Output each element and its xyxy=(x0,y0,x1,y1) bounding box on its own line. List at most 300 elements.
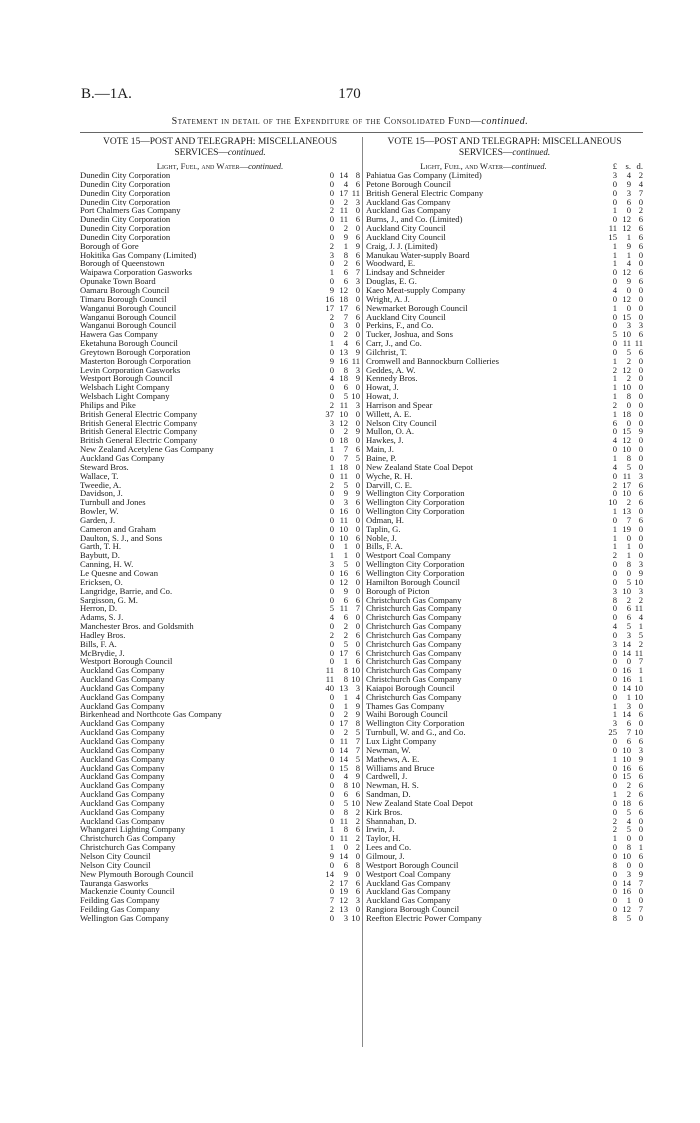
amount-pence: 6 xyxy=(638,277,643,286)
amount-pounds: 11 xyxy=(325,675,334,684)
payee-name: British General Electric Company xyxy=(80,427,198,437)
amount xyxy=(601,887,643,896)
amount-shillings: 17 xyxy=(339,719,348,729)
amount-pence: 10 xyxy=(351,798,360,808)
amount xyxy=(601,321,643,330)
amount xyxy=(318,330,360,339)
payee-name: Christchurch Gas Company xyxy=(80,843,176,852)
amount xyxy=(601,578,643,587)
ledger-row xyxy=(366,454,643,463)
ledger-row xyxy=(366,578,643,587)
amount-shillings: 8 xyxy=(343,807,348,817)
amount xyxy=(318,861,360,870)
payee-name: Auckland Gas Company xyxy=(80,454,165,463)
ledger-row xyxy=(366,817,643,826)
amount-shillings: 2 xyxy=(343,630,348,640)
payee-name: Reefton Electric Power Company xyxy=(366,913,482,923)
amount-pence: 0 xyxy=(355,905,360,914)
ledger-row xyxy=(366,569,643,578)
payee-name: Hawera Gas Company xyxy=(80,330,158,340)
amount-pounds: 2 xyxy=(612,365,617,375)
ledger-row xyxy=(80,366,360,375)
ledger-row xyxy=(80,436,360,445)
ledger-row xyxy=(366,861,643,870)
ledger-row xyxy=(366,719,643,728)
ledger-row xyxy=(80,825,360,834)
amount xyxy=(318,436,360,445)
ledger-row xyxy=(80,817,360,826)
unit-pence: d. xyxy=(636,161,643,171)
payee-name: Wanganui Borough Council xyxy=(80,321,177,331)
amount-pounds: 2 xyxy=(329,241,334,251)
amount-pence: 0 xyxy=(638,250,643,260)
ledger-row xyxy=(80,790,360,799)
amount-pence: 0 xyxy=(638,887,643,897)
amount-shillings: 11 xyxy=(339,604,348,614)
amount-pence: 9 xyxy=(638,427,643,437)
amount xyxy=(318,852,360,861)
amount-shillings: 18 xyxy=(622,409,631,419)
payee-name: Auckland Gas Company xyxy=(80,692,165,702)
payee-name: Auckland Gas Company xyxy=(80,701,165,711)
amount-pounds: 11 xyxy=(325,666,334,676)
amount-pounds: 4 xyxy=(612,436,617,446)
amount xyxy=(318,366,360,375)
amount-pence: 0 xyxy=(638,312,643,322)
amount-pounds: 0 xyxy=(612,692,617,702)
payee-name: Odman, H. xyxy=(366,515,404,525)
amount-shillings: 1 xyxy=(626,551,631,561)
amount-pence: 0 xyxy=(638,834,643,844)
amount-pence: 6 xyxy=(638,480,643,490)
amount-pence: 11 xyxy=(634,339,643,348)
payee-name: Oamaru Borough Council xyxy=(80,285,170,295)
ledger-row xyxy=(80,569,360,578)
amount-shillings: 17 xyxy=(339,188,348,198)
payee-name: Auckland City Council xyxy=(366,224,446,233)
amount-pounds: 3 xyxy=(612,171,617,180)
amount-shillings: 1 xyxy=(343,692,348,702)
amount-pence: 0 xyxy=(638,392,643,401)
amount-pounds: 0 xyxy=(612,215,617,225)
amount-pounds: 4 xyxy=(329,613,334,623)
amount-pence: 6 xyxy=(355,179,360,189)
amount-shillings: 2 xyxy=(343,330,348,340)
amount xyxy=(601,702,643,711)
amount-pounds: 0 xyxy=(612,294,617,304)
amount-shillings: 11 xyxy=(339,206,348,216)
amount-shillings: 0 xyxy=(626,533,631,543)
amount-pence: 6 xyxy=(638,498,643,508)
amount xyxy=(601,348,643,357)
payee-name: Westport Borough Council xyxy=(80,657,173,667)
amount-shillings: 17 xyxy=(339,878,348,888)
amount-shillings: 10 xyxy=(622,745,631,755)
amount-shillings: 12 xyxy=(622,436,631,446)
ledger-row xyxy=(80,463,360,472)
payee-name: Borough of Picton xyxy=(366,586,430,596)
amount-pounds: 3 xyxy=(612,639,617,649)
payee-name: Dunedin City Corporation xyxy=(80,179,171,189)
amount-pounds: 0 xyxy=(329,471,334,481)
amount xyxy=(318,348,360,357)
top-rule xyxy=(80,132,643,133)
payee-name: Garden, J. xyxy=(80,515,116,525)
amount xyxy=(601,542,643,551)
amount-pence: 0 xyxy=(355,515,360,525)
amount-pence: 6 xyxy=(355,887,360,897)
amount-pence: 6 xyxy=(638,268,643,278)
amount xyxy=(601,304,643,313)
ledger-row xyxy=(80,427,360,436)
unit-pounds: £ xyxy=(612,161,617,171)
amount-pounds: 1 xyxy=(612,701,617,711)
amount xyxy=(318,879,360,888)
ledger-row xyxy=(366,870,643,879)
amount-pence: 6 xyxy=(355,595,360,605)
ledger-row xyxy=(366,286,643,295)
ledger-row xyxy=(80,498,360,507)
amount-pence: 6 xyxy=(355,232,360,242)
amount xyxy=(318,613,360,622)
ledger-row xyxy=(366,259,643,268)
amount xyxy=(318,746,360,755)
payee-name: Auckland Gas Company xyxy=(366,896,451,906)
payee-name: Kaeo Meat-supply Company xyxy=(366,285,466,295)
amount-shillings: 8 xyxy=(343,781,348,791)
amount xyxy=(318,817,360,826)
amount-shillings: 14 xyxy=(339,754,348,764)
amount-pence: 0 xyxy=(638,860,643,870)
amount-pounds: 0 xyxy=(612,745,617,755)
payee-name: Auckland Gas Company xyxy=(80,719,165,729)
ledger-row xyxy=(80,834,360,843)
amount-pence: 0 xyxy=(355,285,360,295)
amount-pence: 0 xyxy=(355,436,360,446)
left-services-heading xyxy=(80,147,360,158)
amount-pence: 10 xyxy=(634,683,643,693)
amount-pounds: 0 xyxy=(612,683,617,693)
amount xyxy=(318,189,360,198)
ledger-row xyxy=(80,702,360,711)
amount-shillings: 11 xyxy=(339,515,348,525)
amount-pence: 2 xyxy=(638,595,643,605)
amount-pounds: 15 xyxy=(608,232,617,242)
amount-pence: 0 xyxy=(355,613,360,623)
ledger-row xyxy=(80,481,360,490)
amount xyxy=(318,587,360,596)
ledger-row xyxy=(366,295,643,304)
payee-name: Howat, J. xyxy=(366,392,399,401)
amount-pounds: 0 xyxy=(329,321,334,331)
ledger-row xyxy=(366,171,643,180)
amount-pence: 2 xyxy=(638,639,643,649)
amount-pounds: 0 xyxy=(329,887,334,897)
amount-pence: 7 xyxy=(638,905,643,914)
amount-pounds: 2 xyxy=(612,480,617,490)
amount-shillings: 13 xyxy=(339,905,348,914)
amount-shillings: 16 xyxy=(339,356,348,366)
amount xyxy=(601,233,643,242)
ledger-row xyxy=(80,206,360,215)
amount-shillings: 12 xyxy=(339,418,348,428)
payee-name: Auckland Gas Company xyxy=(80,754,165,764)
amount-pounds: 7 xyxy=(329,896,334,906)
ledger-row xyxy=(366,268,643,277)
amount-pence: 2 xyxy=(355,843,360,852)
ledger-row xyxy=(366,445,643,454)
amount xyxy=(601,790,643,799)
amount-pence: 0 xyxy=(638,303,643,313)
amount xyxy=(318,702,360,711)
amount-pence: 0 xyxy=(638,259,643,269)
amount-shillings: 14 xyxy=(339,745,348,755)
payee-name: Auckland Gas Company xyxy=(80,807,165,817)
amount-pence: 6 xyxy=(638,772,643,782)
payee-name: Auckland Gas Company xyxy=(366,197,451,207)
amount xyxy=(318,516,360,525)
amount-pence: 6 xyxy=(638,232,643,242)
payee-name: Mathews, A. E. xyxy=(366,754,420,764)
amount-pence: 1 xyxy=(638,675,643,684)
amount xyxy=(318,710,360,719)
amount-shillings: 9 xyxy=(343,586,348,596)
payee-name: Auckland Gas Company xyxy=(80,675,165,684)
amount xyxy=(318,790,360,799)
amount-shillings: 11 xyxy=(622,339,631,348)
payee-name: Mullon, O. A. xyxy=(366,427,414,437)
ledger-row xyxy=(80,772,360,781)
amount xyxy=(318,401,360,410)
ledger-row xyxy=(80,357,360,366)
amount-shillings: 5 xyxy=(626,913,631,923)
amount-pence: 10 xyxy=(351,913,360,923)
payee-name: Adams, S. J. xyxy=(80,613,124,623)
amount-shillings: 5 xyxy=(343,392,348,401)
left-services-continued: continued. xyxy=(227,147,266,157)
amount-pence: 0 xyxy=(638,524,643,534)
amount-pounds: 4 xyxy=(329,374,334,384)
amount-pence: 0 xyxy=(355,586,360,596)
amount xyxy=(601,357,643,366)
amount-pence: 7 xyxy=(355,604,360,614)
amount-pounds: 0 xyxy=(329,259,334,269)
payee-name: Christchurch Gas Company xyxy=(366,630,462,640)
amount-shillings: 14 xyxy=(622,639,631,649)
payee-name: Wyche, R. H. xyxy=(366,471,413,481)
amount-pounds: 0 xyxy=(612,188,617,198)
amount xyxy=(318,357,360,366)
amount-shillings: 2 xyxy=(343,224,348,233)
amount-shillings: 10 xyxy=(622,330,631,340)
payee-name: British General Electric Company xyxy=(80,436,198,446)
amount-pence: 8 xyxy=(355,171,360,180)
payee-name: Bills, F. A. xyxy=(366,542,403,552)
amount-pence: 6 xyxy=(638,330,643,340)
amount-pounds: 0 xyxy=(612,427,617,437)
amount-pounds: 1 xyxy=(612,303,617,313)
amount-pounds: 0 xyxy=(329,330,334,340)
amount-pounds: 0 xyxy=(612,763,617,773)
payee-name: Dunedin City Corporation xyxy=(80,197,171,207)
amount xyxy=(601,640,643,649)
amount-pence: 6 xyxy=(355,303,360,313)
amount-pounds: 0 xyxy=(612,896,617,906)
payee-name: Hamilton Borough Council xyxy=(366,577,461,587)
amount-shillings: 7 xyxy=(626,515,631,525)
amount xyxy=(601,242,643,251)
payee-name: Nelson City Council xyxy=(80,851,151,861)
amount xyxy=(318,427,360,436)
amount-pence: 0 xyxy=(355,577,360,587)
ledger-row xyxy=(366,808,643,817)
ledger-row xyxy=(366,215,643,224)
ledger-row xyxy=(80,516,360,525)
amount xyxy=(318,313,360,322)
ledger-row xyxy=(80,657,360,666)
amount-shillings: 2 xyxy=(343,197,348,207)
ledger-row xyxy=(366,436,643,445)
payee-name: Rangiora Borough Council xyxy=(366,905,460,914)
amount-pence: 7 xyxy=(638,188,643,198)
amount-pence: 0 xyxy=(355,294,360,304)
payee-name: New Zealand State Coal Depot xyxy=(366,462,473,472)
amount-shillings: 1 xyxy=(626,232,631,242)
amount xyxy=(318,277,360,286)
payee-name: Christchurch Gas Company xyxy=(366,595,462,605)
amount-pence: 4 xyxy=(638,179,643,189)
payee-name: Mackenzie County Council xyxy=(80,887,175,897)
amount-shillings: 10 xyxy=(339,524,348,534)
amount xyxy=(601,463,643,472)
ledger-row xyxy=(366,755,643,764)
payee-name: Auckland Gas Company xyxy=(80,816,165,826)
payee-name: Hadley Bros. xyxy=(80,630,126,640)
amount-pence: 10 xyxy=(351,781,360,791)
amount-pence: 7 xyxy=(638,878,643,888)
ledger-row xyxy=(80,304,360,313)
ledger-row xyxy=(366,313,643,322)
amount-pounds: 2 xyxy=(612,825,617,835)
title-main: Statement in detail of the Expenditure of the Consolidated Fund— xyxy=(171,116,482,127)
amount-pence: 0 xyxy=(355,869,360,879)
amount-pounds: 2 xyxy=(329,878,334,888)
payee-name: Port Chalmers Gas Company xyxy=(80,206,181,216)
amount-shillings: 6 xyxy=(343,383,348,393)
ledger-row xyxy=(80,330,360,339)
payee-name: Auckland Gas Company xyxy=(80,790,165,799)
amount-pence: 6 xyxy=(638,224,643,233)
amount-pounds: 0 xyxy=(329,807,334,817)
amount xyxy=(318,834,360,843)
amount xyxy=(318,534,360,543)
amount xyxy=(318,843,360,852)
currency-units xyxy=(601,162,643,171)
ledger-row xyxy=(366,666,643,675)
payee-name: Craig, J. J. (Limited) xyxy=(366,241,438,251)
amount-pence: 10 xyxy=(351,666,360,676)
amount-pence: 6 xyxy=(638,763,643,773)
payee-name: Gilmour, J. xyxy=(366,851,405,861)
ledger-row xyxy=(80,286,360,295)
amount-pence: 0 xyxy=(638,542,643,552)
amount xyxy=(601,834,643,843)
payee-name: Burns, J., and Co. (Limited) xyxy=(366,215,463,225)
amount-pounds: 0 xyxy=(329,790,334,799)
ledger-row xyxy=(80,719,360,728)
ledger-row xyxy=(80,525,360,534)
payee-name: Lees and Co. xyxy=(366,843,412,852)
amount-pence: 0 xyxy=(638,383,643,393)
payee-name: Wellington City Corporation xyxy=(366,719,465,729)
amount-pence: 9 xyxy=(355,427,360,437)
amount-pounds: 1 xyxy=(612,542,617,552)
payee-name: Wellington City Corporation xyxy=(366,560,465,569)
payee-name: Opunake Town Board xyxy=(80,277,156,286)
amount-pence: 6 xyxy=(355,215,360,225)
amount-pounds: 0 xyxy=(329,277,334,286)
amount-pounds: 8 xyxy=(612,913,617,923)
amount-shillings: 10 xyxy=(622,383,631,393)
ledger-row xyxy=(80,649,360,658)
amount-shillings: 4 xyxy=(343,339,348,348)
amount-pounds: 0 xyxy=(329,657,334,667)
ledger-row xyxy=(80,410,360,419)
amount xyxy=(601,436,643,445)
amount-pounds: 0 xyxy=(612,277,617,286)
ledger-row xyxy=(80,189,360,198)
amount-shillings: 11 xyxy=(622,471,631,481)
ledger-row xyxy=(80,534,360,543)
amount-pence: 0 xyxy=(355,330,360,340)
amount xyxy=(318,463,360,472)
amount-pence: 0 xyxy=(638,816,643,826)
amount-pence: 0 xyxy=(638,913,643,923)
amount-pence: 0 xyxy=(638,285,643,295)
amount-shillings: 11 xyxy=(339,737,348,746)
ledger-row xyxy=(366,542,643,551)
amount-pounds: 0 xyxy=(329,710,334,720)
ledger-row xyxy=(80,887,360,896)
amount xyxy=(318,295,360,304)
left-section-continued: continued. xyxy=(248,162,284,171)
amount-shillings: 0 xyxy=(626,834,631,844)
amount-pence: 0 xyxy=(355,224,360,233)
amount-pounds: 0 xyxy=(329,171,334,180)
ledger-row xyxy=(80,348,360,357)
amount-pence: 10 xyxy=(634,728,643,737)
ledger-row xyxy=(80,578,360,587)
ledger-row xyxy=(80,675,360,684)
ledger-row xyxy=(80,224,360,233)
payee-name: Westport Borough Council xyxy=(80,374,173,384)
amount-shillings: 7 xyxy=(343,454,348,463)
amount-pence: 0 xyxy=(638,533,643,543)
amount-pence: 10 xyxy=(634,692,643,702)
amount-shillings: 5 xyxy=(343,560,348,569)
ledger-row xyxy=(80,454,360,463)
payee-name: Birkenhead and Northcote Gas Company xyxy=(80,710,222,720)
ledger-row xyxy=(80,684,360,693)
amount-pounds: 2 xyxy=(329,630,334,640)
amount-pounds: 1 xyxy=(329,843,334,852)
payee-name: Christchurch Gas Company xyxy=(366,666,462,676)
amount-pence: 0 xyxy=(638,719,643,729)
amount-shillings: 10 xyxy=(339,409,348,419)
payee-name: Wellington City Corporation xyxy=(366,489,465,499)
ledger-row xyxy=(366,198,643,207)
amount xyxy=(318,649,360,658)
